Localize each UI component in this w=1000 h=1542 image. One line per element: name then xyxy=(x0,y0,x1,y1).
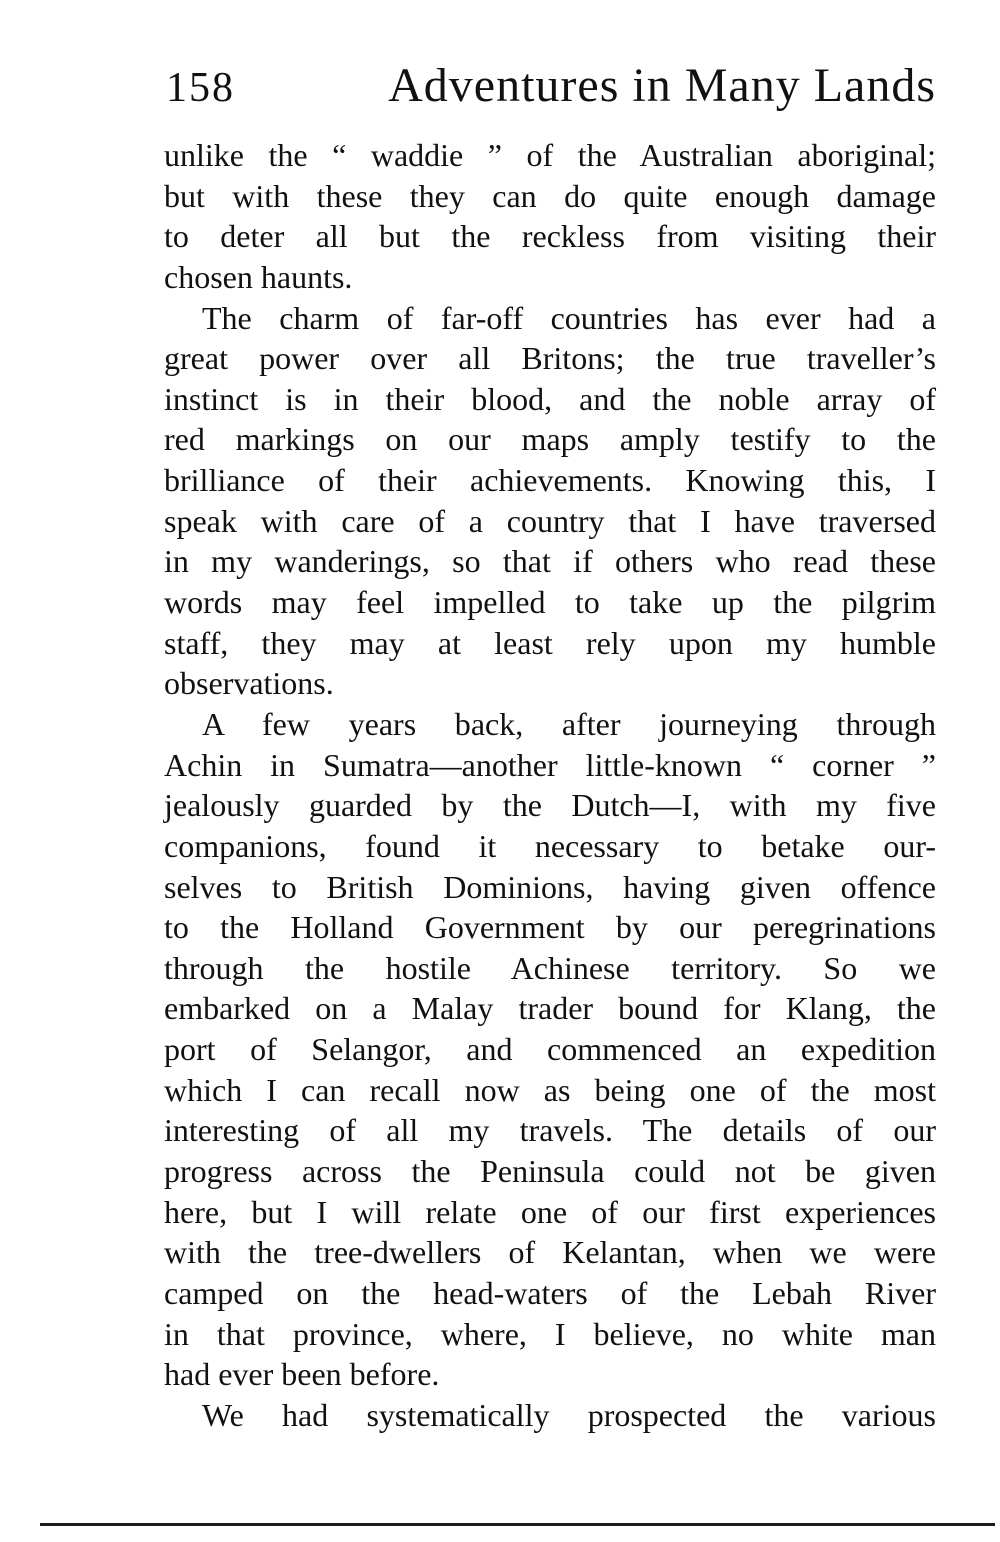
text-line: in my wanderings, so that if others who read these xyxy=(164,543,936,580)
page-header xyxy=(166,58,936,128)
text-line: embarked on a Malay trader bound for Klang, the xyxy=(164,990,936,1027)
body-text xyxy=(164,135,936,1436)
text-line: Achin in Sumatra—another little-known “ corner ” xyxy=(164,746,936,783)
text-line: port of Selangor, and commenced an expedition xyxy=(164,1031,936,1068)
text-line: speak with care of a country that I have traversed xyxy=(164,502,936,539)
text-line: progress across the Peninsula could not be given xyxy=(164,1153,936,1190)
text-line: camped on the head-waters of the Lebah River xyxy=(164,1274,936,1311)
text-line: companions, found it necessary to betake our- xyxy=(164,827,936,864)
text-line: to the Holland Government by our peregrinations xyxy=(164,909,936,946)
text-line: which I can recall now as being one of the most xyxy=(164,1071,936,1108)
text-line: but with these they can do quite enough damage xyxy=(164,177,936,214)
text-line: unlike the “ waddie ” of the Australian aboriginal; xyxy=(164,137,936,173)
text-line: jealously guarded by the Dutch—I, with my five xyxy=(164,787,936,824)
page-number: 158 xyxy=(166,65,235,111)
text-line: in that province, where, I believe, no white man xyxy=(164,1315,936,1352)
footer-rule xyxy=(40,1523,995,1526)
text-line: red markings on our maps amply testify to the xyxy=(164,421,936,458)
text-line: chosen haunts. xyxy=(164,258,353,295)
text-line: The charm of far-off countries has ever had a xyxy=(202,299,936,336)
running-title: Adventures in Many Lands xyxy=(388,59,936,112)
text-line: instinct is in their blood, and the noble array of xyxy=(164,380,936,417)
text-line: had ever been before. xyxy=(164,1356,440,1393)
text-line: staff, they may at least rely upon my humble xyxy=(164,624,936,661)
text-line: great power over all Britons; the true traveller’s xyxy=(164,340,936,377)
text-line: We had systematically prospected the various xyxy=(202,1396,936,1433)
text-line: through the hostile Achinese territory. So we xyxy=(164,949,936,986)
text-line: A few years back, after journeying through xyxy=(202,705,936,742)
text-line: here, but I will relate one of our first experiences xyxy=(164,1193,936,1230)
text-line: observations. xyxy=(164,665,334,702)
text-line: to deter all but the reckless from visiting their xyxy=(164,218,936,255)
text-line: selves to British Dominions, having given offence xyxy=(164,868,936,905)
text-line: brilliance of their achievements. Knowing this, I xyxy=(164,462,936,499)
text-line: with the tree-dwellers of Kelantan, when we were xyxy=(164,1234,936,1271)
text-line: interesting of all my travels. The details of our xyxy=(164,1112,936,1149)
text-line: words may feel impelled to take up the pilgrim xyxy=(164,584,936,621)
